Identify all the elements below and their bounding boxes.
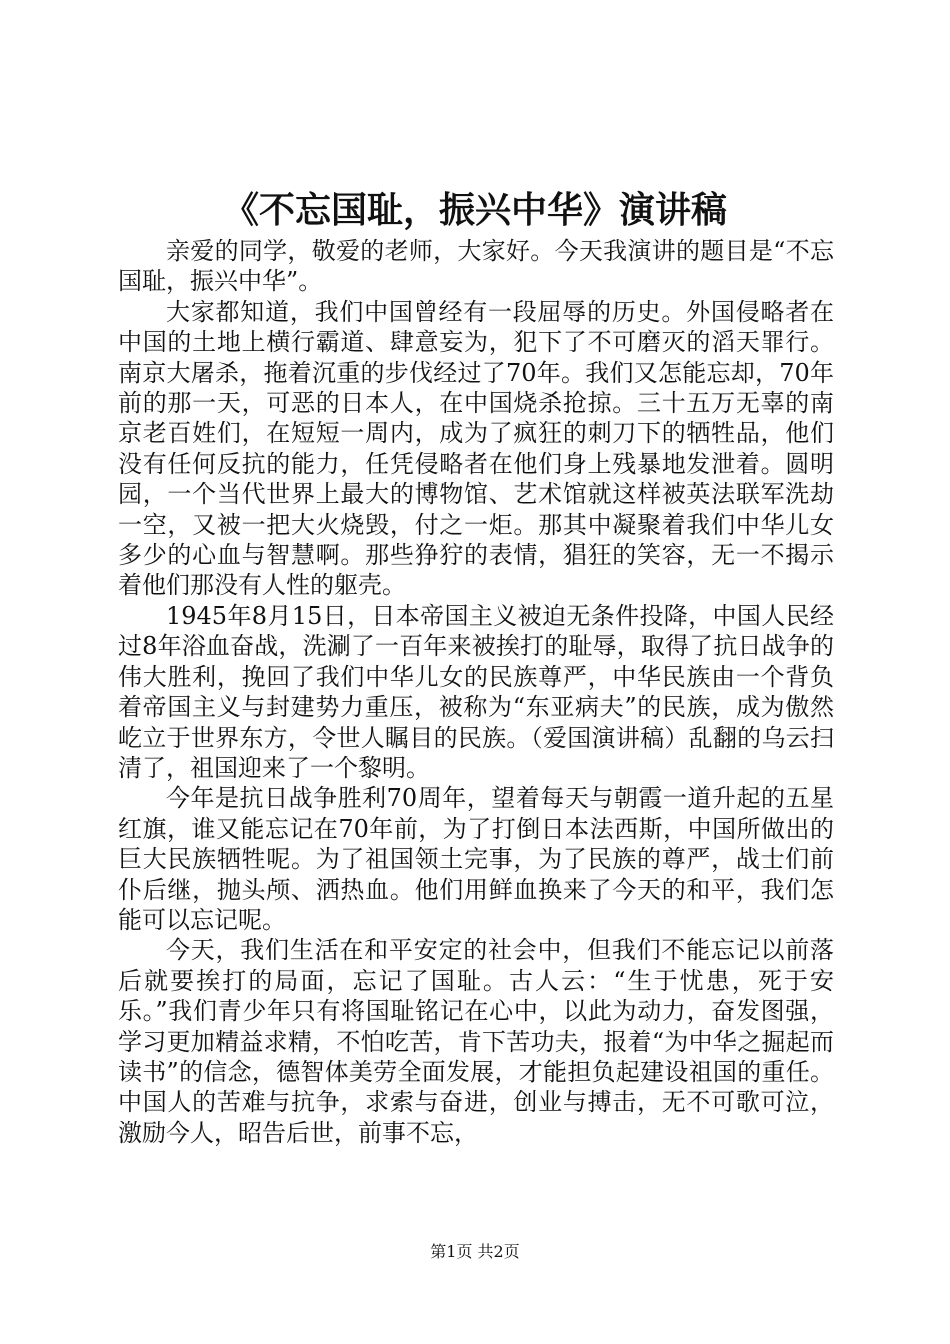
document-title: 《不忘国耻，振兴中华》演讲稿 [222, 189, 727, 231]
paragraph-anniversary: 今年是抗日战争胜利70周年，望着每天与朝霞一道升起的五星红旗，谁又能忘记在70年前，为了打倒日本法西斯，中国所做出的巨大民族牺牲呢。为了祖国领土完事，为了民族的尊严，战士们前仆后继，抛头颅、洒热血。他们用鲜血换来了今天的和平，我们怎能可以忘记呢。 [118, 784, 834, 934]
paragraph-history: 大家都知道，我们中国曾经有一段屈辱的历史。外国侵略者在中国的土地上横行霸道、肆意妄为，犯下了不可磨灭的滔天罪行。南京大屠杀，拖着沉重的步伐经过了70年。我们又怎能忘却，70年前的那一天，可恶的日本人，在中国烧杀抢掠。三十五万无辜的南京老百姓们，在短短一周内，成为了疯狂的刺刀下的牺牲品，他们没有任何反抗的能力，任凭侵略者在他们身上残暴地发泄着。圆明园，一个当代世界上最大的博物馆、艺术馆就这样被英法联军洗劫一空，又被一把大火烧毁，付之一炬。那其中凝聚着我们中华儿女多少的心血与智慧啊。那些狰狞的表情，猖狂的笑容，无一不揭示着他们那没有人性的躯壳。 [118, 297, 834, 600]
paragraph-greeting: 亲爱的同学，敬爱的老师，大家好。今天我演讲的题目是“不忘国耻，振兴中华”。 [118, 237, 834, 296]
page-number-footer: 第1页 共2页 [430, 1242, 520, 1261]
paragraph-today: 今天，我们生活在和平安定的社会中，但我们不能忘记以前落后就要挨打的局面，忘记了国耻。古人云：“生于忧患，死于安乐。”我们青少年只有将国耻铭记在心中，以此为动力，奋发图强，学习更加精益求精，不怕吃苦，肯下苦功夫，报着“为中华之掘起而读书”的信念，德智体美劳全面发展，才能担负起建设祖国的重任。中国人的苦难与抗争，求索与奋进，创业与搏击，无不可歌可泣，激励今人，昭告后世，前事不忘， [118, 936, 834, 1147]
document-body [118, 236, 834, 1148]
paragraph-victory: 1945年8月15日，日本帝国主义被迫无条件投降，中国人民经过8年浴血奋战，洗涮了一百年来被挨打的耻辱，取得了抗日战争的伟大胜利，挽回了我们中华儿女的民族尊严，中华民族由一个背负着帝国主义与封建势力重压，被称为“东亚病夫”的民族，成为傲然屹立于世界东方，令世人瞩目的民族。（爱国演讲稿）乱翻的乌云扫清了，祖国迎来了一个黎明。 [118, 601, 834, 782]
